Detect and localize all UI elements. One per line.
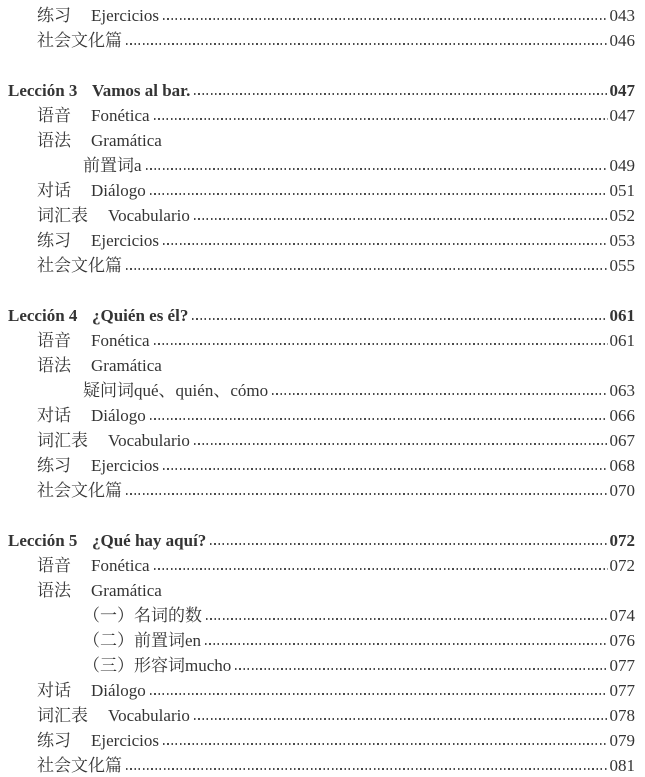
toc-entry bbox=[8, 103, 635, 128]
toc-entry bbox=[8, 553, 635, 578]
entry-label-zh: 词汇表 bbox=[37, 206, 88, 225]
entry-label-zh: 练习 bbox=[37, 6, 71, 25]
dotted-leader bbox=[126, 43, 608, 45]
entry-label-zh: 语法 bbox=[37, 581, 71, 600]
entry-label-zh: 词汇表 bbox=[37, 431, 88, 450]
dotted-leader bbox=[192, 318, 607, 320]
page-number: 052 bbox=[609, 206, 635, 225]
dotted-leader bbox=[163, 743, 608, 745]
dotted-leader bbox=[126, 768, 608, 770]
entry-label-zh: 词汇表 bbox=[37, 706, 88, 725]
page-number: 053 bbox=[609, 231, 635, 250]
dotted-leader bbox=[126, 268, 608, 270]
subentry-label: （二）前置词en bbox=[83, 631, 202, 650]
page-number: 043 bbox=[609, 6, 635, 25]
toc-entry bbox=[8, 328, 635, 353]
toc-entry bbox=[8, 178, 635, 203]
toc-entry bbox=[8, 228, 635, 253]
entry-label-es: Fonética bbox=[91, 556, 150, 575]
toc-entry bbox=[8, 128, 635, 153]
subentry-label: 前置词a bbox=[83, 156, 142, 175]
dotted-leader bbox=[126, 493, 608, 495]
toc-entry bbox=[8, 403, 635, 428]
entry-label-es: Fonética bbox=[91, 106, 150, 125]
dotted-leader bbox=[210, 543, 607, 545]
page-number: 047 bbox=[609, 81, 635, 100]
page-number: 072 bbox=[609, 556, 635, 575]
dotted-leader bbox=[146, 168, 608, 170]
toc-subentry bbox=[8, 628, 635, 653]
dotted-leader bbox=[163, 243, 608, 245]
dotted-leader bbox=[154, 568, 608, 570]
lesson-heading bbox=[8, 303, 635, 328]
page-number: 055 bbox=[609, 256, 635, 275]
toc-entry bbox=[8, 678, 635, 703]
page-number: 074 bbox=[609, 606, 635, 625]
entry-label-zh: 社会文化篇 bbox=[37, 756, 122, 775]
toc-subentry bbox=[8, 153, 635, 178]
dotted-leader bbox=[154, 343, 608, 345]
entry-label-es: Diálogo bbox=[91, 181, 146, 200]
page-number: 067 bbox=[609, 431, 635, 450]
entry-label-zh: 对话 bbox=[37, 181, 71, 200]
page-number: 081 bbox=[609, 756, 635, 775]
page-number: 051 bbox=[609, 181, 635, 200]
entry-label-zh: 练习 bbox=[37, 456, 71, 475]
page-number: 079 bbox=[609, 731, 635, 750]
dotted-leader bbox=[163, 468, 608, 470]
entry-label-es: Gramática bbox=[91, 356, 162, 375]
dotted-leader bbox=[194, 93, 607, 95]
entry-label-es: Diálogo bbox=[91, 681, 146, 700]
lesson-heading bbox=[8, 78, 635, 103]
lesson-title: ¿Quién es él? bbox=[92, 306, 189, 325]
dotted-leader bbox=[163, 18, 608, 20]
lesson-number: Lección 3 bbox=[8, 81, 78, 100]
entry-label-zh: 对话 bbox=[37, 681, 71, 700]
toc-entry bbox=[8, 253, 635, 278]
toc-entry bbox=[8, 578, 635, 603]
page-number: 077 bbox=[609, 656, 635, 675]
page-number: 070 bbox=[609, 481, 635, 500]
entry-label-zh: 语音 bbox=[37, 106, 71, 125]
entry-label-zh: 社会文化篇 bbox=[37, 256, 122, 275]
subentry-label: （一）名词的数 bbox=[83, 606, 202, 625]
entry-label-es: Ejercicios bbox=[91, 231, 159, 250]
page-number: 068 bbox=[609, 456, 635, 475]
entry-label-zh: 社会文化篇 bbox=[37, 481, 122, 500]
lesson-number: Lección 5 bbox=[8, 531, 78, 550]
toc-subentry bbox=[8, 603, 635, 628]
entry-label-es: Ejercicios bbox=[91, 731, 159, 750]
page-number: 049 bbox=[609, 156, 635, 175]
subentry-label: 疑问词qué、quién、cómo bbox=[83, 381, 269, 400]
entry-label-zh: 对话 bbox=[37, 406, 71, 425]
lesson-title: ¿Qué hay aquí? bbox=[92, 531, 207, 550]
toc-subentry bbox=[8, 653, 635, 678]
page-number: 061 bbox=[609, 306, 635, 325]
toc-entry bbox=[8, 478, 635, 503]
entry-label-es: Ejercicios bbox=[91, 456, 159, 475]
toc-entry bbox=[8, 3, 635, 28]
dotted-leader bbox=[205, 643, 607, 645]
page-number: 066 bbox=[609, 406, 635, 425]
page-number: 047 bbox=[609, 106, 635, 125]
page-number: 077 bbox=[609, 681, 635, 700]
entry-label-zh: 语音 bbox=[37, 331, 71, 350]
toc-entry bbox=[8, 28, 635, 53]
section-gap bbox=[8, 53, 635, 78]
page-number: 046 bbox=[609, 31, 635, 50]
dotted-leader bbox=[272, 393, 607, 395]
dotted-leader bbox=[154, 118, 608, 120]
toc-entry bbox=[8, 428, 635, 453]
page-number: 078 bbox=[609, 706, 635, 725]
entry-label-zh: 语法 bbox=[37, 131, 71, 150]
entry-label-es: Fonética bbox=[91, 331, 150, 350]
dotted-leader bbox=[206, 618, 608, 620]
dotted-leader bbox=[194, 443, 608, 445]
dotted-leader bbox=[150, 693, 608, 695]
entry-label-zh: 练习 bbox=[37, 731, 71, 750]
toc-subentry bbox=[8, 378, 635, 403]
dotted-leader bbox=[150, 418, 608, 420]
section-gap bbox=[8, 278, 635, 303]
lesson-title: Vamos al bar. bbox=[92, 81, 191, 100]
subentry-label: （三）形容词mucho bbox=[83, 656, 232, 675]
dotted-leader bbox=[235, 668, 607, 670]
lesson-heading bbox=[8, 528, 635, 553]
page-number: 076 bbox=[609, 631, 635, 650]
entry-label-es: Gramática bbox=[91, 131, 162, 150]
toc-entry bbox=[8, 703, 635, 728]
toc-entry bbox=[8, 353, 635, 378]
entry-label-es: Gramática bbox=[91, 581, 162, 600]
toc-entry bbox=[8, 203, 635, 228]
entry-label-es: Ejercicios bbox=[91, 6, 159, 25]
page-number: 063 bbox=[609, 381, 635, 400]
entry-label-zh: 社会文化篇 bbox=[37, 31, 122, 50]
dotted-leader bbox=[150, 193, 608, 195]
dotted-leader bbox=[194, 218, 608, 220]
toc-entry bbox=[8, 728, 635, 753]
entry-label-es: Vocabulario bbox=[108, 431, 190, 450]
toc-entry bbox=[8, 753, 635, 777]
page-number: 061 bbox=[609, 331, 635, 350]
section-gap bbox=[8, 503, 635, 528]
entry-label-es: Diálogo bbox=[91, 406, 146, 425]
entry-label-zh: 练习 bbox=[37, 231, 71, 250]
entry-label-zh: 语音 bbox=[37, 556, 71, 575]
dotted-leader bbox=[194, 718, 608, 720]
toc-entry bbox=[8, 453, 635, 478]
lesson-number: Lección 4 bbox=[8, 306, 78, 325]
page-number: 072 bbox=[609, 531, 635, 550]
entry-label-es: Vocabulario bbox=[108, 206, 190, 225]
entry-label-es: Vocabulario bbox=[108, 706, 190, 725]
entry-label-zh: 语法 bbox=[37, 356, 71, 375]
